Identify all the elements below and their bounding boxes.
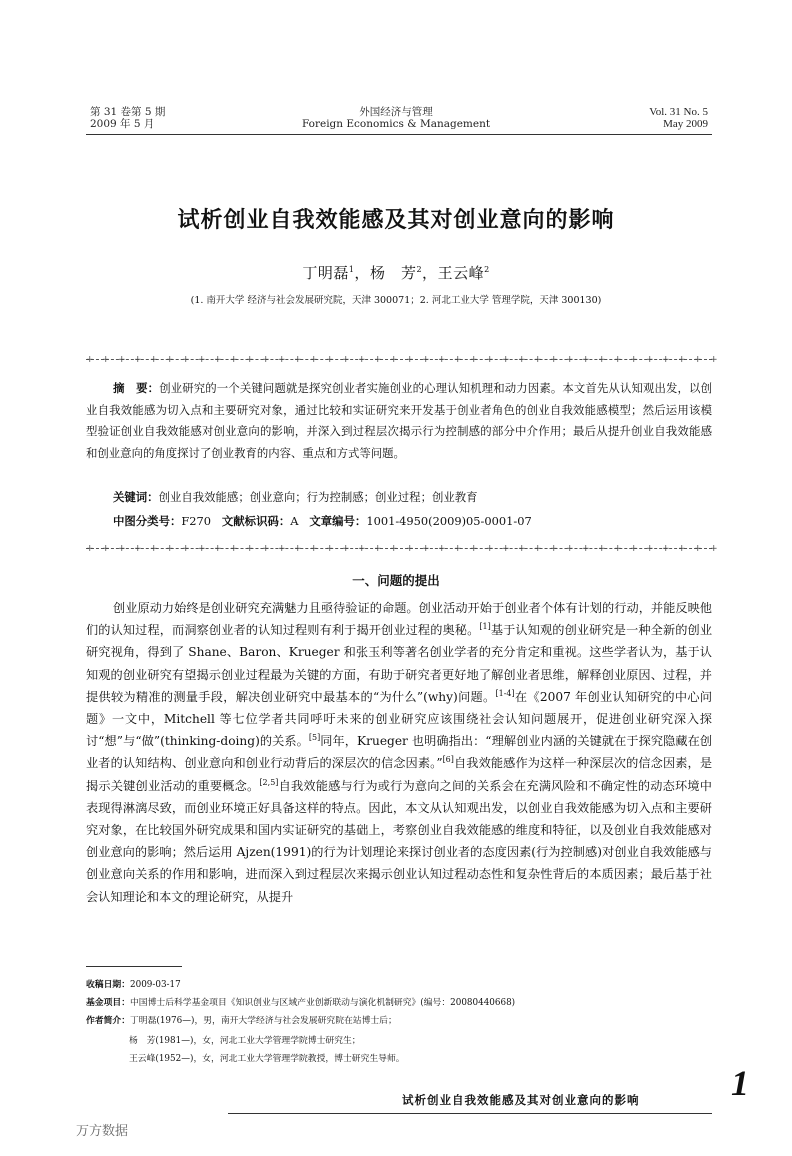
- journal-name-en: Foreign Economics & Management: [301, 118, 491, 130]
- divider-plus-mark: +: [390, 355, 398, 365]
- clc-value: F270: [181, 514, 212, 528]
- divider-plus-mark: +: [614, 544, 622, 554]
- divider-plus-mark: +: [662, 355, 670, 365]
- divider-plus-mark: +: [294, 544, 302, 554]
- divider-plus-mark: +: [374, 355, 382, 365]
- divider-plus-mark: +: [86, 544, 94, 554]
- divider-plus-mark: +: [294, 355, 302, 365]
- divider-plus-mark: +: [502, 355, 510, 365]
- divider-plus-mark: +: [598, 544, 606, 554]
- author-separator: ，: [354, 264, 370, 282]
- divider-plus-mark: +: [246, 355, 254, 365]
- divider-plus-mark: +: [438, 544, 446, 554]
- classification-line: [113, 513, 532, 529]
- divider-plus-mark: +: [678, 544, 686, 554]
- divider-plus-mark: +: [454, 544, 462, 554]
- author-separator: ，: [422, 264, 438, 282]
- abstract-text: 创业研究的一个关键问题就是探究创业者实施创业的心理认知机理和动力因素。本文首先从认知观出发，以创业自我效能感为切入点和主要研究对象，通过比较和实证研究来开发基于创业者角色的创业自我效能感模型；然后运用该模型验证创业自我效能感对创业意向的影响，并深入到过程层次揭示行为控制感的部分中介作用；最后从提升创业自我效能感和创业意向的角度探讨了创业教育的内容、重点和方式等问题。: [86, 381, 712, 460]
- author-bio: 丁明磊(1976—)，男，南开大学经济与社会发展研究院在站博士后；: [130, 1016, 397, 1026]
- divider-plus-mark: +: [406, 355, 414, 365]
- divider-plus-mark: +: [374, 544, 382, 554]
- section-heading: 一、问题的提出: [352, 573, 440, 588]
- divider-plus-mark: +: [198, 355, 206, 365]
- abstract-label: 摘 要：: [113, 381, 160, 395]
- divider-plus-mark: +: [182, 355, 190, 365]
- volume-issue-en: Vol. 31 No. 5: [649, 106, 708, 118]
- divider-plus-mark: +: [646, 355, 654, 365]
- body-text: 基于认知观的创业研究是一种全新的创业研究视角，得到了 Shane、Baron、Krueger 和张玉利等著名创业学者的充分肯定和重视。这些学者认为，基于认知观的创业研究有望揭示创业过程最为关键的方面，有助于研究者更好地了解创业者思维，解释创业原因、过程，并提供较为精准的测量手段，解决创业研究中最基本的“为什么”(why)问题。: [86, 623, 713, 704]
- divider-plus-mark: +: [582, 544, 590, 554]
- author-bio-label: 作者简介：: [86, 1016, 130, 1026]
- divider-plus-mark: +: [326, 355, 334, 365]
- divider-plus-mark: +: [102, 544, 110, 554]
- keywords-label: 关键词：: [113, 490, 159, 504]
- header-volume-en: [649, 106, 708, 130]
- citation: [6]: [442, 755, 454, 765]
- divider-plus-mark: +: [502, 544, 510, 554]
- divider-plus-mark: +: [486, 544, 494, 554]
- divider-plus-mark: +: [518, 355, 526, 365]
- author-affil-mark: 2: [416, 265, 423, 274]
- body-paragraph: [86, 597, 712, 908]
- abstract-bottom-divider: [86, 544, 718, 554]
- divider-plus-mark: +: [86, 355, 94, 365]
- author-name: 丁明磊: [302, 264, 349, 282]
- divider-plus-mark: +: [166, 544, 174, 554]
- divider-plus-mark: +: [534, 544, 542, 554]
- divider-plus-mark: +: [582, 355, 590, 365]
- footer-rule: [228, 1113, 712, 1114]
- divider-plus-mark: +: [150, 355, 158, 365]
- divider-plus-mark: +: [246, 544, 254, 554]
- abstract: [86, 378, 712, 464]
- footnote-author: 杨 芳(1981—)，女，河北工业大学管理学院博士研究生；: [129, 1036, 361, 1046]
- keywords-text: 创业自我效能感；创业意向；行为控制感；创业过程；创业教育: [158, 490, 478, 504]
- divider-plus-mark: +: [134, 544, 142, 554]
- divider-plus-mark: +: [262, 355, 270, 365]
- divider-plus-mark: +: [118, 355, 126, 365]
- footnote-author: 王云峰(1952—)，女，河北工业大学管理学院教授，博士研究生导师。: [129, 1054, 405, 1064]
- running-title: 试析创业自我效能感及其对创业意向的影响: [402, 1093, 640, 1107]
- divider-plus-mark: +: [166, 355, 174, 365]
- header-rule: [86, 134, 712, 135]
- divider-plus-mark: +: [518, 544, 526, 554]
- footnote-author: [86, 1013, 716, 1030]
- divider-plus-mark: +: [598, 355, 606, 365]
- author-line: [0, 262, 792, 283]
- divider-plus-mark: +: [214, 355, 222, 365]
- divider-plus-mark: +: [646, 544, 654, 554]
- divider-plus-mark: +: [438, 355, 446, 365]
- clc-label: 中图分类号：: [113, 514, 182, 528]
- body-text: 自我效能感作为这样一种深层次的信念因素，是揭示关键创业活动的重要概念。: [86, 756, 713, 793]
- fund-text: 中国博士后科学基金项目《知识创业与区域产业创新联动与演化机制研究》(编号：20080440668): [130, 998, 516, 1008]
- divider-plus-mark: +: [326, 544, 334, 554]
- divider-plus-mark: +: [614, 355, 622, 365]
- divider-plus-mark: +: [358, 355, 366, 365]
- divider-plus-mark: +: [566, 355, 574, 365]
- author-name: 杨 芳: [369, 264, 417, 282]
- body-text: 在《2007 年创业认知研究的中心问题》一文中，Mitchell 等七位学者共同呼吁未来的创业研究应该围绕社会认知问题展开，促进创业研究深入探讨“想”与“做”(thinking-doing)的关系。: [86, 689, 713, 749]
- body-text: 创业原动力始终是创业研究充满魅力且亟待验证的命题。创业活动开始于创业者个体有计划的行动，并能反映他们的认知过程，而洞察创业者的认知过程则有利于揭开创业过程的奥秘。: [86, 601, 712, 638]
- divider-plus-mark: +: [102, 355, 110, 365]
- divider-plus-mark: +: [390, 544, 398, 554]
- divider-plus-mark: +: [310, 355, 318, 365]
- divider-plus-mark: +: [214, 544, 222, 554]
- divider-plus-mark: +: [230, 355, 238, 365]
- divider-plus-mark: +: [662, 544, 670, 554]
- watermark: 万方数据: [76, 1124, 129, 1139]
- divider-plus-mark: +: [470, 544, 478, 554]
- footnote-received: [86, 977, 716, 994]
- divider-plus-mark: +: [550, 544, 558, 554]
- divider-plus-mark: +: [550, 355, 558, 365]
- divider-plus-mark: +: [118, 544, 126, 554]
- keywords: [113, 489, 478, 505]
- divider-plus-mark: +: [422, 355, 430, 365]
- fund-label: 基金项目：: [86, 998, 130, 1008]
- body-text: 自我效能感与行为或行为意向之间的关系会在充满风险和不确定性的动态环境中表现得淋漓尽致，而创业环境正好具备这样的特点。因此，本文从认知观出发，以创业自我效能感为切入点和主要研究对象，在比较国外研究成果和国内实证研究的基础上，考察创业自我效能感的维度和特征，以及创业自我效能感对创业意向的影响；然后运用 Ajzen(1991)的行为计划理论来探讨创业者的态度因素(行为控制感)对创业自我效能感与创业意向关系的作用和影响，进而深入到过程层次来揭示创业认知过程动态性和复杂性背后的本质因素；最后基于社会认知理论和本文的理论研究，从提升: [86, 778, 712, 904]
- divider-plus-mark: +: [678, 355, 686, 365]
- citation: [2,5]: [259, 777, 279, 787]
- affiliation: (1. 南开大学 经济与社会发展研究院，天津 300071；2. 河北工业大学 管理学院，天津 300130): [190, 295, 602, 306]
- volume-issue-cn: 第 31 卷第 5 期: [90, 106, 166, 118]
- divider-plus-mark: +: [182, 544, 190, 554]
- divider-plus-mark: +: [342, 544, 350, 554]
- received-label: 收稿日期：: [86, 980, 130, 990]
- divider-plus-mark: +: [710, 544, 718, 554]
- divider-plus-mark: +: [470, 355, 478, 365]
- divider-plus-mark: +: [278, 355, 286, 365]
- doc-code-value: A: [290, 514, 299, 528]
- body-text: 同年，Krueger 也明确指出：“理解创业内涵的关键就在于探究隐藏在创业者的认知结构、创业意向和创业行动背后的深层次的信念因素。”: [86, 734, 713, 771]
- divider-plus-mark: +: [454, 355, 462, 365]
- footnote-fund: [86, 995, 716, 1012]
- divider-plus-mark: +: [358, 544, 366, 554]
- divider-plus-mark: +: [694, 355, 702, 365]
- divider-plus-mark: +: [310, 544, 318, 554]
- divider-plus-mark: +: [406, 544, 414, 554]
- date-en: May 2009: [663, 118, 708, 130]
- divider-plus-mark: +: [262, 544, 270, 554]
- abstract-top-divider: [86, 355, 718, 365]
- article-title: 试析创业自我效能感及其对创业意向的影响: [177, 208, 615, 233]
- divider-plus-mark: +: [150, 544, 158, 554]
- author-affil-mark: 2: [484, 265, 490, 274]
- article-no-value: 1001-4950(2009)05-0001-07: [366, 514, 532, 528]
- divider-plus-mark: +: [342, 355, 350, 365]
- divider-plus-mark: +: [710, 355, 718, 365]
- page-number: 1: [731, 1063, 749, 1103]
- date-cn: 2009 年 5 月: [90, 118, 155, 130]
- divider-plus-mark: +: [630, 355, 638, 365]
- divider-plus-mark: +: [422, 544, 430, 554]
- divider-plus-mark: +: [534, 355, 542, 365]
- received-date: 2009-03-17: [130, 980, 181, 990]
- divider-plus-mark: +: [694, 544, 702, 554]
- divider-plus-mark: +: [630, 544, 638, 554]
- divider-plus-mark: +: [198, 544, 206, 554]
- footnote-rule: [86, 966, 182, 967]
- divider-plus-mark: +: [230, 544, 238, 554]
- journal-name-cn: 外国经济与管理: [359, 106, 433, 118]
- citation: [1-4]: [495, 688, 515, 698]
- author-name: 王云峰: [437, 264, 485, 282]
- divider-plus-mark: +: [278, 544, 286, 554]
- divider-plus-mark: +: [566, 544, 574, 554]
- divider-plus-mark: +: [134, 355, 142, 365]
- divider-plus-mark: +: [486, 355, 494, 365]
- citation: [5]: [308, 733, 321, 743]
- doc-code-label: 文献标识码：: [221, 514, 291, 528]
- article-no-label: 文章编号：: [309, 514, 367, 528]
- author-affil-mark: 1: [348, 265, 355, 274]
- citation: [1]: [479, 622, 491, 632]
